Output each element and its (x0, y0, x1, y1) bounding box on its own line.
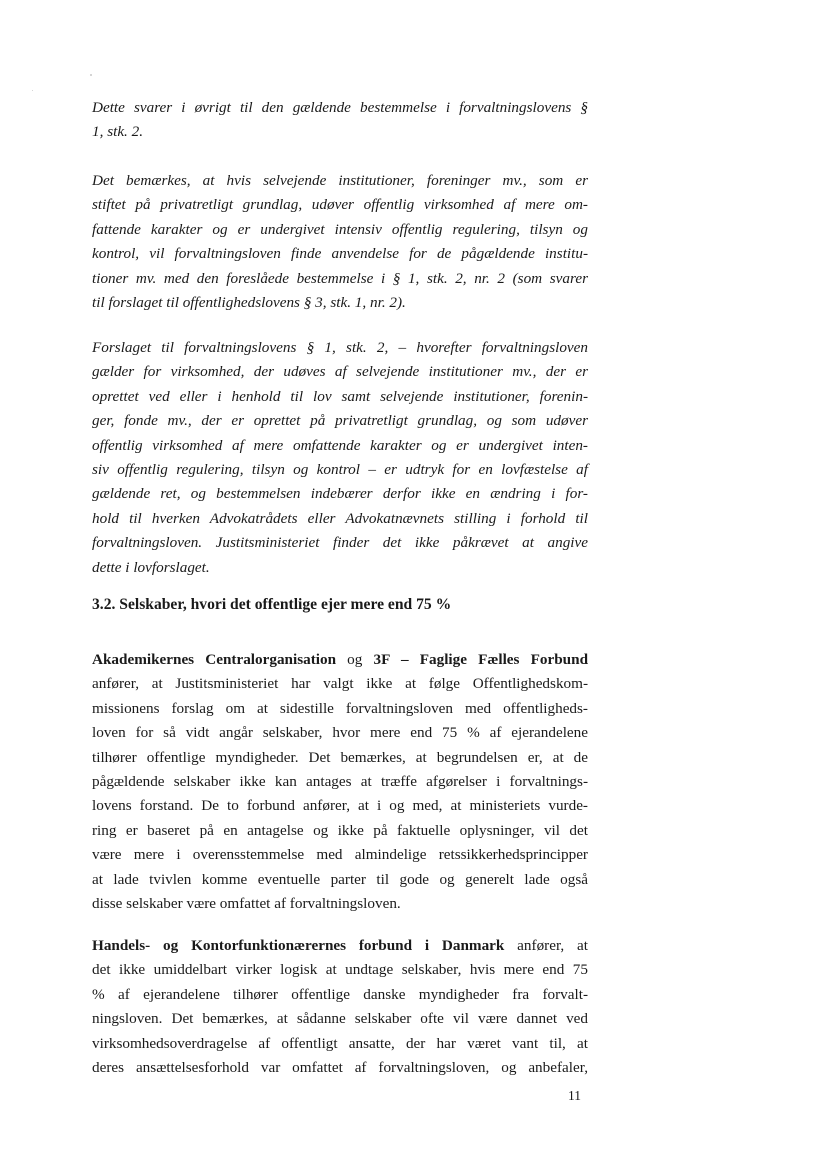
text-line: ring er baseret på en antagelse og ikke på faktuelle oplysninger, vil det (92, 821, 588, 839)
text-line: Dette svarer i øvrigt til den gældende bestemmelse i forvaltningslovens § (92, 99, 588, 116)
italic-paragraph-3 (92, 336, 588, 580)
text-line (92, 934, 588, 958)
scan-speck (90, 74, 92, 76)
page-number: 11 (568, 1088, 581, 1103)
text-line: ningsloven. Det bemærkes, at sådanne selskaber ofte vil være dannet ved (92, 1010, 588, 1028)
text-line: hold til hverken Advokatrådets eller Advokatnævnets stilling i forhold til (92, 509, 588, 527)
text-line: kontrol, vil forvaltningsloven finde anvendelse for de pågældende institu- (92, 245, 588, 263)
text-line: fattende karakter og er undergivet intensiv offentlig regulering, tilsyn og (92, 220, 588, 238)
text-line: til forslaget til offentlighedslovens § 3, stk. 1, nr. 2). (92, 294, 406, 312)
text-line: siv offentlig regulering, tilsyn og kontrol – er udtryk for en lovfæstelse af (92, 461, 588, 479)
text-line: tioner mv. med den foreslåede bestemmelse i § 1, stk. 2, nr. 2 (som svarer (92, 269, 588, 287)
paragraph-5 (92, 934, 588, 1080)
text-line: loven for så vidt angår selskaber, hvor mere end 75 % af ejerandelene (92, 724, 588, 742)
text-line: anfører, at Justitsministeriet har valgt ikke at følge Offentlighedskom- (92, 675, 588, 693)
organization-name: Akademikernes Centralorganisation (92, 651, 337, 668)
text-line: Forslaget til forvaltningslovens § 1, stk. 2, – hvorefter forvaltningsloven (92, 339, 588, 356)
text-line: forvaltningsloven. Justitsministeriet finder det ikke påkrævet at angive (92, 534, 588, 552)
text-line: tilhører offentlige myndigheder. Det bemærkes, at begrundelsen er, at de (92, 748, 588, 766)
text-fragment: anfører, at (504, 937, 588, 954)
text-line: ger, fonde mv., der er oprettet på privatretligt grundlag, og som udøver (92, 412, 588, 430)
connector-text: og (336, 651, 374, 668)
text-line: gældende ret, og bestemmelsen indebærer derfor ikke en ændring i for- (92, 485, 588, 503)
organization-name: Handels- og Kontorfunktionærernes forbund i Danmark (92, 937, 505, 954)
scan-speck (32, 90, 33, 91)
text-line: missionens forslag om at sidestille forvaltningsloven med offentligheds- (92, 699, 588, 717)
text-line: offentlig virksomhed af mere omfattende karakter og er undergivet inten- (92, 436, 588, 454)
organization-name: 3F – Faglige Fælles Forbund (373, 651, 589, 668)
text-line: stiftet på privatretligt grundlag, udøver offentlig virksomhed af mere om- (92, 196, 588, 214)
text-line: pågældende selskaber ikke kan antages at træffe afgørelser i forvaltnings- (92, 773, 588, 791)
text-line: 1, stk. 2. (92, 123, 144, 141)
text-line: at lade tvivlen komme eventuelle parter til gode og generelt lade også (92, 870, 588, 888)
text-line: lovens forstand. De to forbund anfører, at i og med, at ministeriets vurde- (92, 797, 588, 815)
text-line (92, 648, 588, 672)
text-line: det ikke umiddelbart virker logisk at undtage selskaber, hvis mere end 75 (92, 961, 588, 979)
text-line: % af ejerandelene tilhører offentlige danske myndigheder fra forvalt- (92, 985, 588, 1003)
italic-paragraph-2 (92, 169, 588, 315)
text-line: Det bemærkes, at hvis selvejende institutioner, foreninger mv., som er (92, 172, 588, 189)
text-line: oprettet ved eller i henhold til lov samt selvejende institutioner, forenin- (92, 387, 588, 405)
section-heading: 3.2. Selskaber, hvori det offentlige ejer mere end 75 % (92, 596, 452, 613)
text-line: deres ansættelsesforhold var omfattet af forvaltningsloven, og anbefaler, (92, 1059, 588, 1077)
text-line: virksomhedsoverdragelse af offentligt ansatte, der har været vant til, at (92, 1034, 588, 1052)
text-line: være mere i overensstemmelse med almindelige retssikkerhedsprincipper (92, 846, 588, 864)
text-line: disse selskaber være omfattet af forvaltningsloven. (92, 895, 401, 913)
italic-paragraph-1 (92, 96, 588, 145)
text-line: gælder for virksomhed, der udøves af selvejende institutioner mv., der er (92, 363, 588, 381)
text-line: dette i lovforslaget. (92, 558, 210, 576)
paragraph-4 (92, 648, 588, 916)
